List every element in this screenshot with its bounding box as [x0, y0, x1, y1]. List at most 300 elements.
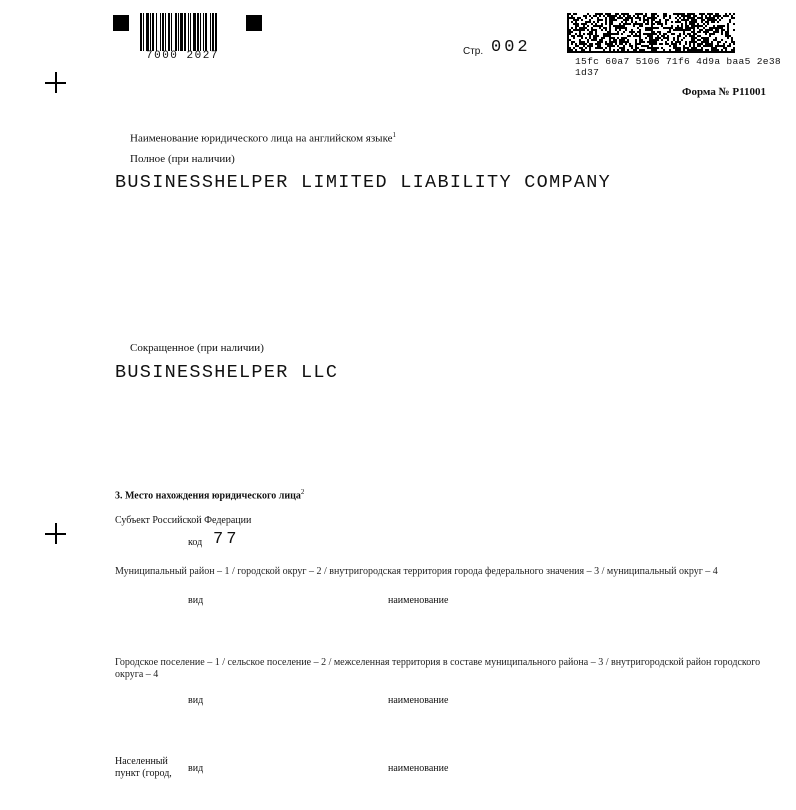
datamatrix-module — [611, 19, 613, 21]
locality-label-line2: пункт (город, — [115, 768, 172, 779]
datamatrix-module — [707, 17, 709, 19]
datamatrix-module — [691, 51, 693, 53]
datamatrix-module — [651, 39, 653, 41]
datamatrix-module — [637, 17, 639, 19]
datamatrix-module — [583, 33, 585, 35]
datamatrix-module — [647, 19, 649, 21]
datamatrix-module — [659, 21, 661, 23]
datamatrix-module — [625, 23, 627, 25]
datamatrix-module — [643, 49, 645, 51]
datamatrix-module — [657, 35, 659, 37]
datamatrix-module — [651, 37, 653, 39]
datamatrix-module — [697, 45, 699, 47]
datamatrix-module — [651, 19, 653, 21]
datamatrix-module — [707, 21, 709, 23]
datamatrix-module — [683, 37, 685, 39]
datamatrix-module — [693, 33, 695, 35]
datamatrix-module — [611, 21, 613, 23]
datamatrix-module — [631, 19, 633, 21]
datamatrix-module — [697, 17, 699, 19]
datamatrix-module — [617, 17, 619, 19]
datamatrix-module — [633, 51, 635, 53]
datamatrix-module — [715, 45, 717, 47]
datamatrix-module — [709, 33, 711, 35]
datamatrix-module — [573, 47, 575, 49]
datamatrix-module — [727, 35, 729, 37]
datamatrix-module — [683, 47, 685, 49]
datamatrix-module — [713, 49, 715, 51]
datamatrix-module — [639, 43, 641, 45]
datamatrix-module — [645, 51, 647, 53]
datamatrix-module — [671, 43, 673, 45]
datamatrix-module — [601, 25, 603, 27]
datamatrix-module — [687, 27, 689, 29]
datamatrix-module — [683, 19, 685, 21]
datamatrix-module — [719, 25, 721, 27]
datamatrix-module — [651, 41, 653, 43]
datamatrix-module — [673, 13, 675, 15]
datamatrix-module — [663, 15, 665, 17]
short-name-label: Сокращенное (при наличии) — [130, 342, 264, 354]
datamatrix-module — [581, 49, 583, 51]
datamatrix-module — [661, 25, 663, 27]
datamatrix-module — [687, 29, 689, 31]
datamatrix-module — [615, 33, 617, 35]
datamatrix-module — [705, 41, 707, 43]
datamatrix-module — [715, 13, 717, 15]
datamatrix-module — [633, 23, 635, 25]
datamatrix-module — [597, 13, 599, 15]
datamatrix-module — [617, 25, 619, 27]
datamatrix-module — [717, 41, 719, 43]
datamatrix-module — [595, 15, 597, 17]
datamatrix-module — [675, 41, 677, 43]
datamatrix-module — [665, 15, 667, 17]
datamatrix-module — [589, 31, 591, 33]
datamatrix-module — [711, 49, 713, 51]
datamatrix-module — [599, 41, 601, 43]
datamatrix-module — [625, 29, 627, 31]
datamatrix-module — [639, 17, 641, 19]
datamatrix-module — [649, 43, 651, 45]
datamatrix-module — [609, 15, 611, 17]
location-section-title: 3. Место нахождения юридического лица$^2$ — [115, 488, 305, 502]
datamatrix-module — [617, 27, 619, 29]
datamatrix-module — [663, 37, 665, 39]
datamatrix-module — [715, 29, 717, 31]
datamatrix-module — [579, 47, 581, 49]
datamatrix-module — [721, 39, 723, 41]
datamatrix-module — [609, 39, 611, 41]
datamatrix-module — [695, 51, 697, 53]
datamatrix-module — [595, 35, 597, 37]
datamatrix-module — [607, 35, 609, 37]
datamatrix-module — [615, 43, 617, 45]
datamatrix-module — [663, 17, 665, 19]
datamatrix-module — [621, 51, 623, 53]
datamatrix-module — [607, 31, 609, 33]
datamatrix-module — [613, 41, 615, 43]
datamatrix-module — [567, 25, 569, 27]
datamatrix-module — [677, 27, 679, 29]
datamatrix-module — [653, 31, 655, 33]
datamatrix-module — [651, 47, 653, 49]
datamatrix-module — [691, 35, 693, 37]
datamatrix-module — [635, 51, 637, 53]
datamatrix-module — [707, 13, 709, 15]
datamatrix-module — [571, 43, 573, 45]
datamatrix-module — [581, 37, 583, 39]
datamatrix-module — [733, 43, 735, 45]
datamatrix-module — [583, 25, 585, 27]
datamatrix-module — [685, 35, 687, 37]
datamatrix-module — [657, 51, 659, 53]
datamatrix-module — [629, 45, 631, 47]
datamatrix-module — [647, 41, 649, 43]
datamatrix-module — [621, 39, 623, 41]
datamatrix-module — [639, 39, 641, 41]
datamatrix-module — [575, 13, 577, 15]
datamatrix-module — [703, 51, 705, 53]
datamatrix-module — [677, 49, 679, 51]
datamatrix-module — [595, 25, 597, 27]
datamatrix-module — [573, 51, 575, 53]
datamatrix-module — [641, 13, 643, 15]
datamatrix-module — [717, 25, 719, 27]
datamatrix-module — [631, 33, 633, 35]
datamatrix-module — [605, 13, 607, 15]
datamatrix-module — [605, 17, 607, 19]
datamatrix-module — [689, 17, 691, 19]
english-name-section-label: Наименование юридического лица на английском языке$^1$ — [130, 131, 397, 145]
datamatrix-module — [709, 35, 711, 37]
datamatrix-module — [717, 51, 719, 53]
datamatrix-module — [651, 25, 653, 27]
datamatrix-module — [653, 41, 655, 43]
datamatrix-module — [725, 31, 727, 33]
datamatrix-module — [635, 39, 637, 41]
datamatrix-module — [577, 35, 579, 37]
datamatrix-module — [621, 49, 623, 51]
datamatrix-module — [653, 23, 655, 25]
datamatrix-module — [593, 37, 595, 39]
alignment-marker-left — [113, 15, 129, 31]
datamatrix-module — [599, 25, 601, 27]
datamatrix-module — [691, 25, 693, 27]
datamatrix-module — [705, 51, 707, 53]
datamatrix-module — [685, 15, 687, 17]
datamatrix-module — [583, 15, 585, 17]
datamatrix-module — [693, 23, 695, 25]
datamatrix-module — [715, 37, 717, 39]
page-number: 002 — [491, 38, 531, 57]
datamatrix-module — [657, 27, 659, 29]
datamatrix-module — [689, 33, 691, 35]
datamatrix-module — [567, 45, 569, 47]
datamatrix-module — [649, 27, 651, 29]
datamatrix-module — [695, 49, 697, 51]
datamatrix-module — [625, 21, 627, 23]
datamatrix-module — [683, 29, 685, 31]
datamatrix-module — [619, 17, 621, 19]
datamatrix-module — [615, 25, 617, 27]
datamatrix-module — [621, 21, 623, 23]
datamatrix-module — [573, 41, 575, 43]
datamatrix-module — [569, 39, 571, 41]
datamatrix-module — [733, 13, 735, 15]
municipal-label: Муниципальный район – 1 / городской округ – 2 / внутригородская территория города федерального значения – 3 / муниципальный округ – 4 — [115, 566, 718, 577]
datamatrix-module — [655, 17, 657, 19]
datamatrix-module — [665, 41, 667, 43]
datamatrix-module — [679, 17, 681, 19]
datamatrix-module — [617, 37, 619, 39]
datamatrix-module — [701, 43, 703, 45]
datamatrix-module — [621, 27, 623, 29]
datamatrix-module — [685, 43, 687, 45]
datamatrix-module — [727, 51, 729, 53]
datamatrix-module — [669, 29, 671, 31]
datamatrix-module — [707, 45, 709, 47]
datamatrix-module — [709, 27, 711, 29]
datamatrix-module — [613, 37, 615, 39]
datamatrix-module — [667, 19, 669, 21]
datamatrix-module — [589, 35, 591, 37]
datamatrix-module — [729, 35, 731, 37]
datamatrix-module — [689, 51, 691, 53]
datamatrix-module — [625, 27, 627, 29]
datamatrix-module — [707, 39, 709, 41]
datamatrix-module — [677, 13, 679, 15]
datamatrix-module — [683, 51, 685, 53]
datamatrix-module — [581, 47, 583, 49]
datamatrix-module — [697, 31, 699, 33]
datamatrix-module — [581, 23, 583, 25]
datamatrix-module — [571, 31, 573, 33]
datamatrix-module — [733, 23, 735, 25]
datamatrix-module — [695, 25, 697, 27]
datamatrix-module — [609, 51, 611, 53]
datamatrix-module — [607, 45, 609, 47]
datamatrix-module — [605, 47, 607, 49]
datamatrix-module — [605, 35, 607, 37]
datamatrix-module — [615, 13, 617, 15]
datamatrix-module — [571, 17, 573, 19]
datamatrix-module — [645, 45, 647, 47]
datamatrix-module — [579, 43, 581, 45]
footnote-1: 1 — [392, 131, 397, 139]
datamatrix-module — [641, 51, 643, 53]
datamatrix-module — [733, 51, 735, 53]
datamatrix-module — [689, 35, 691, 37]
datamatrix-module — [623, 41, 625, 43]
datamatrix-module — [685, 25, 687, 27]
datamatrix-module — [693, 51, 695, 53]
datamatrix-module — [715, 19, 717, 21]
datamatrix-module — [595, 13, 597, 15]
datamatrix-module — [631, 21, 633, 23]
datamatrix-module — [705, 37, 707, 39]
datamatrix-module — [695, 33, 697, 35]
datamatrix-module — [723, 15, 725, 17]
datamatrix-module — [671, 41, 673, 43]
datamatrix-module — [651, 23, 653, 25]
datamatrix-module — [689, 41, 691, 43]
datamatrix-module — [607, 13, 609, 15]
datamatrix-module — [639, 19, 641, 21]
datamatrix-module — [649, 37, 651, 39]
datamatrix-module — [579, 35, 581, 37]
datamatrix-module — [601, 47, 603, 49]
datamatrix-module — [639, 31, 641, 33]
datamatrix-module — [567, 39, 569, 41]
datamatrix-module — [567, 41, 569, 43]
datamatrix-module — [689, 13, 691, 15]
datamatrix-module — [673, 43, 675, 45]
datamatrix-module — [567, 37, 569, 39]
datamatrix-module — [681, 25, 683, 27]
datamatrix-module — [681, 13, 683, 15]
datamatrix-module — [567, 23, 569, 25]
datamatrix-module — [609, 23, 611, 25]
datamatrix-module — [677, 41, 679, 43]
datamatrix-module — [661, 39, 663, 41]
datamatrix-module — [711, 17, 713, 19]
datamatrix-module — [649, 35, 651, 37]
datamatrix-module — [633, 15, 635, 17]
datamatrix-module — [713, 51, 715, 53]
datamatrix-module — [611, 15, 613, 17]
datamatrix-module — [619, 51, 621, 53]
datamatrix-module — [575, 23, 577, 25]
datamatrix-module — [583, 23, 585, 25]
datamatrix-module — [729, 21, 731, 23]
datamatrix-module — [683, 31, 685, 33]
datamatrix-module — [663, 49, 665, 51]
datamatrix-module — [651, 51, 653, 53]
datamatrix-module — [587, 39, 589, 41]
datamatrix-module — [711, 27, 713, 29]
datamatrix-module — [705, 39, 707, 41]
datamatrix-module — [711, 41, 713, 43]
datamatrix-module — [603, 37, 605, 39]
datamatrix-module — [581, 27, 583, 29]
datamatrix-module — [717, 43, 719, 45]
datamatrix-module — [601, 13, 603, 15]
datamatrix-module — [659, 31, 661, 33]
datamatrix-module — [567, 13, 569, 15]
datamatrix-module — [723, 47, 725, 49]
datamatrix-module — [589, 37, 591, 39]
datamatrix-module — [653, 43, 655, 45]
datamatrix-module — [645, 13, 647, 15]
datamatrix-module — [653, 51, 655, 53]
datamatrix-module — [619, 39, 621, 41]
datamatrix-module — [695, 15, 697, 17]
datamatrix-module — [567, 51, 569, 53]
datamatrix-module — [699, 43, 701, 45]
datamatrix-module — [675, 29, 677, 31]
datamatrix-module — [685, 41, 687, 43]
datamatrix-module — [613, 45, 615, 47]
datamatrix-module — [607, 33, 609, 35]
datamatrix-module — [727, 25, 729, 27]
datamatrix-module — [731, 41, 733, 43]
datamatrix-module — [681, 27, 683, 29]
datamatrix-module — [651, 45, 653, 47]
datamatrix-module — [583, 49, 585, 51]
datamatrix-module — [681, 23, 683, 25]
datamatrix-module — [601, 37, 603, 39]
locality-name-label: наименование — [388, 763, 449, 774]
datamatrix-module — [639, 25, 641, 27]
datamatrix-module — [657, 31, 659, 33]
locality-kind-label: вид — [188, 763, 204, 774]
datamatrix-module — [603, 33, 605, 35]
datamatrix-module — [591, 51, 593, 53]
datamatrix-module — [601, 39, 603, 41]
datamatrix-module — [705, 45, 707, 47]
datamatrix-module — [665, 27, 667, 29]
datamatrix-module — [627, 49, 629, 51]
datamatrix-module — [625, 43, 627, 45]
datamatrix-module — [625, 37, 627, 39]
datamatrix-module — [683, 49, 685, 51]
datamatrix-module — [719, 51, 721, 53]
datamatrix-module — [707, 23, 709, 25]
datamatrix-module — [729, 13, 731, 15]
datamatrix-module — [639, 13, 641, 15]
datamatrix-module — [647, 21, 649, 23]
datamatrix-module — [569, 31, 571, 33]
datamatrix-module — [651, 35, 653, 37]
datamatrix-module — [675, 27, 677, 29]
datamatrix-module — [627, 19, 629, 21]
datamatrix-module — [631, 45, 633, 47]
datamatrix-module — [641, 45, 643, 47]
datamatrix-module — [719, 27, 721, 29]
datamatrix-module — [645, 27, 647, 29]
datamatrix-module — [705, 29, 707, 31]
footnote-2: 2 — [300, 488, 305, 496]
datamatrix-module — [667, 27, 669, 29]
datamatrix-module — [639, 23, 641, 25]
datamatrix-module — [597, 21, 599, 23]
datamatrix-module — [615, 51, 617, 53]
datamatrix-module — [685, 27, 687, 29]
datamatrix-module — [669, 45, 671, 47]
municipal-name-label: наименование — [388, 595, 449, 606]
datamatrix-module — [709, 19, 711, 21]
datamatrix-module — [659, 19, 661, 21]
datamatrix-module — [715, 27, 717, 29]
datamatrix-module — [623, 49, 625, 51]
datamatrix-module — [677, 25, 679, 27]
datamatrix-module — [705, 17, 707, 19]
datamatrix-module — [575, 25, 577, 27]
datamatrix-module — [669, 49, 671, 51]
datamatrix-module — [655, 41, 657, 43]
datamatrix-module — [699, 31, 701, 33]
datamatrix-module — [645, 37, 647, 39]
datamatrix-module — [613, 49, 615, 51]
datamatrix-module — [651, 33, 653, 35]
datamatrix-module — [725, 51, 727, 53]
datamatrix-module — [571, 41, 573, 43]
datamatrix-module — [649, 41, 651, 43]
datamatrix-module — [703, 37, 705, 39]
datamatrix-module — [599, 47, 601, 49]
datamatrix-module — [693, 37, 695, 39]
